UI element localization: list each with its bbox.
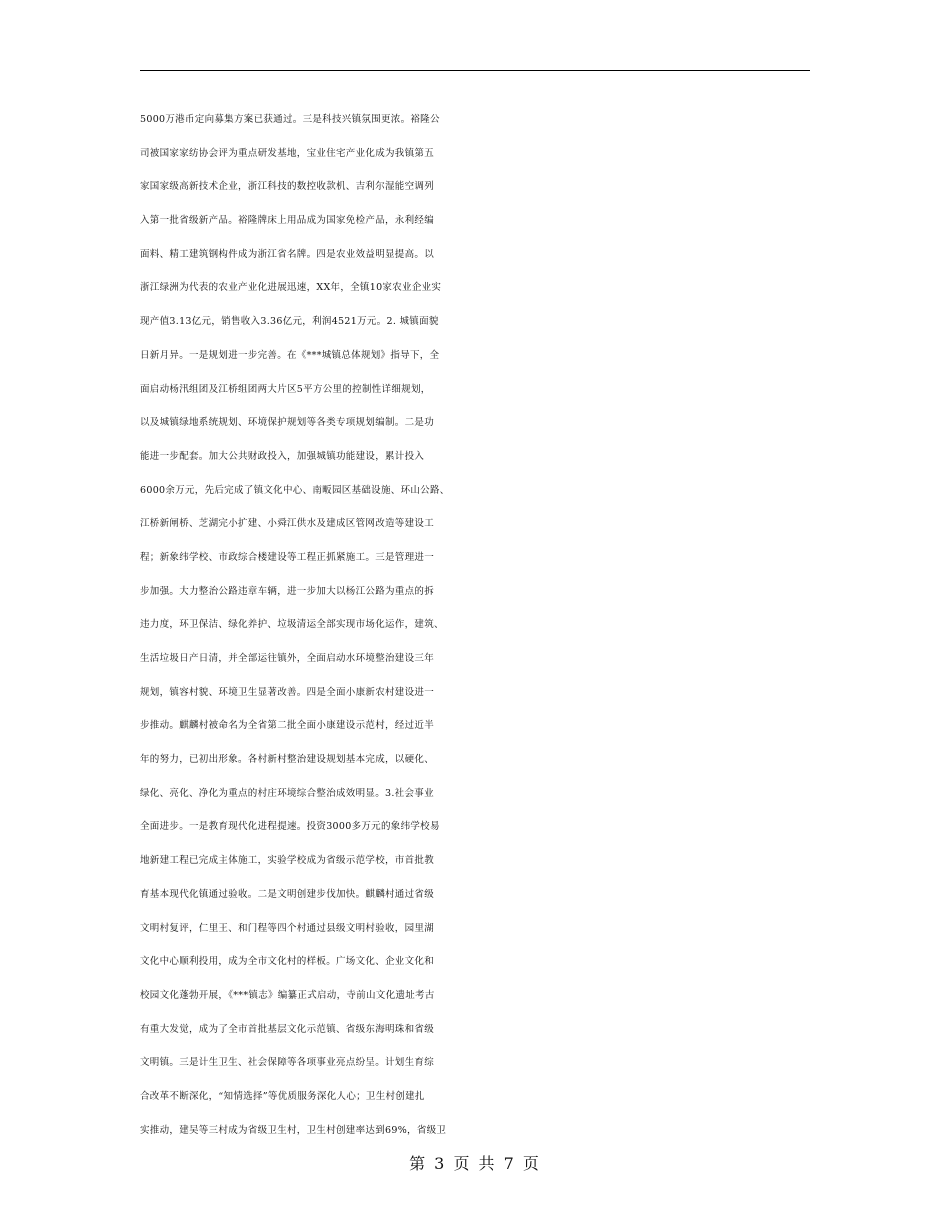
text-line: 以及城镇绿地系统规划、环境保护规划等各类专项规划编制。二是功 — [140, 417, 435, 429]
text-line: 程；新象纬学校、市政综合楼建设等工程正抓紧施工。三是管理进一 — [140, 551, 435, 563]
text-line: 有重大发觉，成为了全市首批基层文化示范镇、省级东海明珠和省级 — [140, 1023, 435, 1035]
text-line: 司被国家家纺协会评为重点研发基地，宝业住宅产业化成为我镇第五 — [140, 147, 435, 159]
text-line: 年的努力，已初出形象。各村新村整治建设规划基本完成，以硬化、 — [140, 754, 435, 766]
body-text — [140, 103, 820, 1147]
text-line: 生活垃圾日产日清，并全部运往镇外，全面启动水环境整治建设三年 — [140, 653, 435, 664]
text-line: 面料、精工建筑钢构件成为浙江省名牌。四是农业效益明显提高。以 — [140, 248, 435, 260]
text-line: 文明镇。三是计生卫生、社会保障等各项事业亮点纷呈。计划生育综 — [140, 1057, 435, 1069]
text-line: 入第一批省级新产品。裕隆牌床上用品成为国家免检产品，永利经编 — [140, 215, 435, 227]
text-line: 现产值3.13亿元，销售收入3.36亿元，利润4521万元。2. 城镇面貌 — [140, 316, 439, 328]
text-line: 校园文化蓬勃开展，《***镇志》编纂正式启动，寺前山文化遗址考古 — [140, 989, 435, 1001]
text-line: 文明村复评，仁里王、和门程等四个村通过县级文明村验收，园里湖 — [140, 922, 435, 934]
header-rule — [140, 70, 810, 71]
text-line: 规划，镇容村貌、环境卫生显著改善。四是全面小康新农村建设进一 — [140, 686, 435, 698]
text-line: 面启动杨汛组团及江桥组团两大片区5平方公里的控制性详细规划， — [140, 383, 431, 395]
text-line: 合改革不断深化，“知情选择”等优质服务深化人心；卫生村创建扎 — [140, 1090, 425, 1102]
text-line: 步加强。大力整治公路违章车辆，进一步加大以杨江公路为重点的拆 — [140, 585, 435, 597]
text-line: 绿化、亮化、净化为重点的村庄环境综合整治成效明显。3.社会事业 — [140, 787, 434, 799]
text-line: 违力度，环卫保洁、绿化养护、垃圾清运全部实现市场化运作，建筑、 — [140, 619, 444, 631]
text-line: 日新月异。一是规划进一步完善。在《***城镇总体规划》指导下，全 — [140, 349, 440, 361]
page-footer: 第 3 页 共 7 页 — [409, 1154, 541, 1173]
text-line: 地新建工程已完成主体施工，实验学校成为省级示范学校，市首批教 — [140, 855, 435, 867]
text-line: 浙江绿洲为代表的农业产业化进展迅速，XX年，全镇10家农业企业实 — [140, 282, 442, 294]
text-line: 能进一步配套。加大公共财政投入，加强城镇功能建设，累计投入 — [140, 450, 425, 462]
text-line: 5000万港币定向募集方案已获通过。三是科技兴镇氛围更浓。裕隆公 — [140, 114, 440, 125]
text-line: 家国家级高新技术企业，浙江科技的数控收款机、吉利尔湿能空调列 — [140, 181, 435, 193]
text-line: 文化中心顺利投用，成为全市文化村的样板。广场文化、企业文化和 — [140, 956, 435, 968]
text-line: 步推动。麒麟村被命名为全省第二批全面小康建设示范村，经过近半 — [140, 720, 435, 732]
text-line: 江桥新闸桥、芝湖完小扩建、小舜江供水及建成区管网改造等建设工 — [140, 518, 435, 530]
text-line: 6000余万元，先后完成了镇文化中心、南畈园区基础设施、环山公路、 — [140, 484, 450, 496]
text-line: 实推动，建吴等三村成为省级卫生村，卫生村创建率达到69%，省级卫 — [140, 1124, 447, 1136]
text-line: 全面进步。一是教育现代化进程提速。投资3000多万元的象纬学校易 — [140, 821, 440, 833]
text-line: 育基本现代化镇通过验收。二是文明创建步伐加快。麒麟村通过省级 — [140, 888, 435, 900]
